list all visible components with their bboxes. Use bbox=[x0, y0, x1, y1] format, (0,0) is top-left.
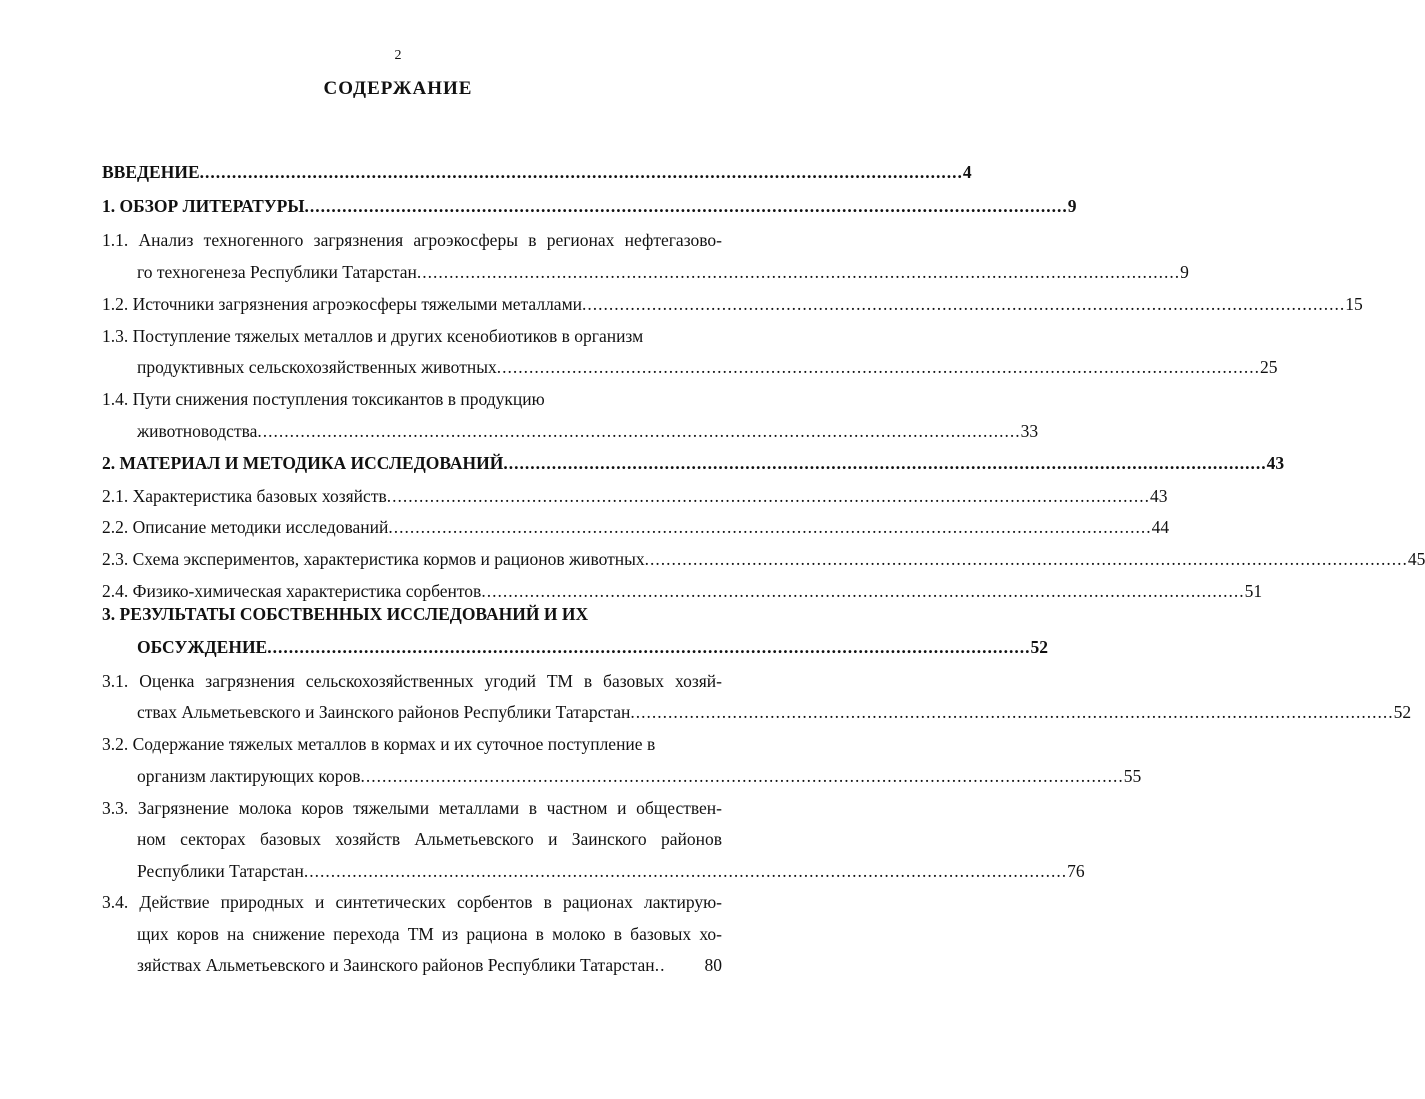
toc-entry-3-3-line3 bbox=[137, 859, 1085, 883]
toc-page: 52 bbox=[1393, 702, 1412, 722]
toc-leader: .............................................................................................................................................. bbox=[630, 702, 1394, 722]
toc-entry-intro bbox=[102, 160, 972, 184]
toc-entry-1-1-line1: 1.1. Анализ техногенного загрязнения агроэкосферы в регионах нефтегазово- bbox=[102, 230, 722, 250]
toc-leader: .............................................................................................................................................. bbox=[496, 357, 1260, 377]
toc-page: 33 bbox=[1020, 421, 1039, 441]
toc-entry-text: ствах Альметьевского и Заинского районов Республики Татарстан bbox=[137, 702, 631, 722]
toc-entry-text: го техногенеза Республики Татарстан bbox=[137, 262, 417, 282]
toc-leader: .............................................................................................................................................. bbox=[303, 861, 1068, 881]
toc-entry-3-1-line1: 3.1. Оценка загрязнения сельскохозяйственных угодий ТМ в базовых хозяй- bbox=[102, 671, 722, 691]
toc-page: 25 bbox=[1259, 357, 1278, 377]
toc-leader: .............................................................................................................................................. bbox=[416, 262, 1181, 282]
page-title: СОДЕРЖАНИЕ bbox=[323, 78, 473, 99]
toc-leader: .............................................................................................................................................. bbox=[360, 766, 1124, 786]
toc-entry-text: животноводства bbox=[137, 421, 258, 441]
toc-entry-3-4-line2: щих коров на снижение перехода ТМ из рациона в молоко в базовых хо- bbox=[137, 924, 722, 944]
toc-entry-text: Республики Татарстан bbox=[137, 861, 304, 881]
toc-page: 52 bbox=[1030, 637, 1048, 657]
toc-leader: .............................................................................................................................................. bbox=[199, 162, 963, 182]
toc-entry-1-2 bbox=[102, 292, 1363, 316]
toc-page: 43 bbox=[1266, 453, 1285, 473]
toc-entry-3-4-line3 bbox=[137, 953, 722, 977]
toc-leader: .............................................................................................................................................. bbox=[481, 581, 1245, 601]
toc-entry-1-4-line1: 1.4. Пути снижения поступления токсикантов в продукцию bbox=[102, 389, 545, 409]
toc-entry-1-3-line1: 1.3. Поступление тяжелых металлов и других ксенобиотиков в организм bbox=[102, 326, 644, 346]
toc-leader: .............................................................................................................................................. bbox=[257, 421, 1021, 441]
toc-page: 44 bbox=[1151, 517, 1170, 537]
toc-page: 51 bbox=[1244, 581, 1263, 601]
toc-leader: .............................................................................................................................................. bbox=[304, 196, 1068, 216]
toc-leader: .............................................................................................................................................. bbox=[644, 549, 1408, 569]
toc-leader: .............................................................................................................................................. bbox=[582, 294, 1346, 314]
toc-entry-3-3-line2: ном секторах базовых хозяйств Альметьевского и Заинского районов bbox=[137, 829, 722, 849]
toc-entry-2-4 bbox=[102, 579, 1263, 603]
toc-entry-3-2-line1: 3.2. Содержание тяжелых металлов в кормах и их суточное поступление в bbox=[102, 734, 656, 754]
toc-entry-text: 1. ОБЗОР ЛИТЕРАТУРЫ bbox=[102, 196, 305, 216]
toc-entry-section-1 bbox=[102, 194, 1077, 218]
toc-entry-2-3 bbox=[102, 547, 1425, 571]
toc-entry-1-4-line2 bbox=[137, 419, 1039, 443]
toc-page: 80 bbox=[704, 955, 722, 975]
toc-entry-3-1-line2 bbox=[137, 700, 1412, 724]
toc-entry-section-3-line1: 3. РЕЗУЛЬТАТЫ СОБСТВЕННЫХ ИССЛЕДОВАНИЙ И ИХ bbox=[102, 604, 589, 624]
toc-leader: .............................................................................................................................................. bbox=[503, 453, 1267, 473]
toc-entry-3-2-line2 bbox=[137, 764, 1142, 788]
toc-entry-text: 2.4. Физико-химическая характеристика сорбентов bbox=[102, 581, 482, 601]
toc-page: 9 bbox=[1180, 262, 1189, 282]
toc-entry-text: организм лактирующих коров bbox=[137, 766, 361, 786]
toc-entry-3-4-line1: 3.4. Действие природных и синтетических сорбентов в рационах лактирую- bbox=[102, 892, 722, 912]
toc-leader: .............................................................................................................................................. bbox=[388, 517, 1152, 537]
toc-entry-2-2 bbox=[102, 515, 1170, 539]
toc-entry-section-3-line2 bbox=[137, 635, 1048, 659]
toc-entry-section-2 bbox=[102, 451, 1285, 475]
toc-page: 55 bbox=[1123, 766, 1142, 786]
toc-entry-text: 2.3. Схема экспериментов, характеристика кормов и рационов животных bbox=[102, 549, 645, 569]
toc-entry-text: ОБСУЖДЕНИЕ bbox=[137, 637, 268, 657]
toc-entry-text: 2.2. Описание методики исследований bbox=[102, 517, 389, 537]
toc-page: 43 bbox=[1149, 486, 1168, 506]
toc-entry-text: 2.1. Характеристика базовых хозяйств bbox=[102, 486, 387, 506]
toc-page: 76 bbox=[1067, 861, 1085, 881]
toc-entry-1-1-line2 bbox=[137, 260, 1189, 284]
toc-entry-text: продуктивных сельскохозяйственных животных bbox=[137, 357, 497, 377]
toc-page: 4 bbox=[962, 162, 972, 182]
toc-entry-3-3-line1: 3.3. Загрязнение молока коров тяжелыми металлами в частном и обществен- bbox=[102, 798, 722, 818]
toc-entry-text: зяйствах Альметьевского и Заинского районов Республики Татарстан bbox=[137, 955, 655, 975]
toc-leader: .. bbox=[654, 955, 666, 975]
toc-leader: .............................................................................................................................................. bbox=[267, 637, 1031, 657]
toc-entry-text: 1.2. Источники загрязнения агроэкосферы тяжелыми металлами bbox=[102, 294, 583, 314]
toc-page: 15 bbox=[1345, 294, 1363, 314]
toc-entry-text: ВВЕДЕНИЕ bbox=[102, 162, 200, 182]
page-number: 2 bbox=[394, 48, 402, 63]
toc-page: 9 bbox=[1067, 196, 1077, 216]
toc-page: 45 bbox=[1407, 549, 1425, 569]
toc-entry-2-1 bbox=[102, 484, 1168, 508]
toc-leader: .............................................................................................................................................. bbox=[386, 486, 1150, 506]
toc-entry-1-3-line2 bbox=[137, 355, 1278, 379]
toc-entry-text: 2. МАТЕРИАЛ И МЕТОДИКА ИССЛЕДОВАНИЙ bbox=[102, 453, 504, 473]
